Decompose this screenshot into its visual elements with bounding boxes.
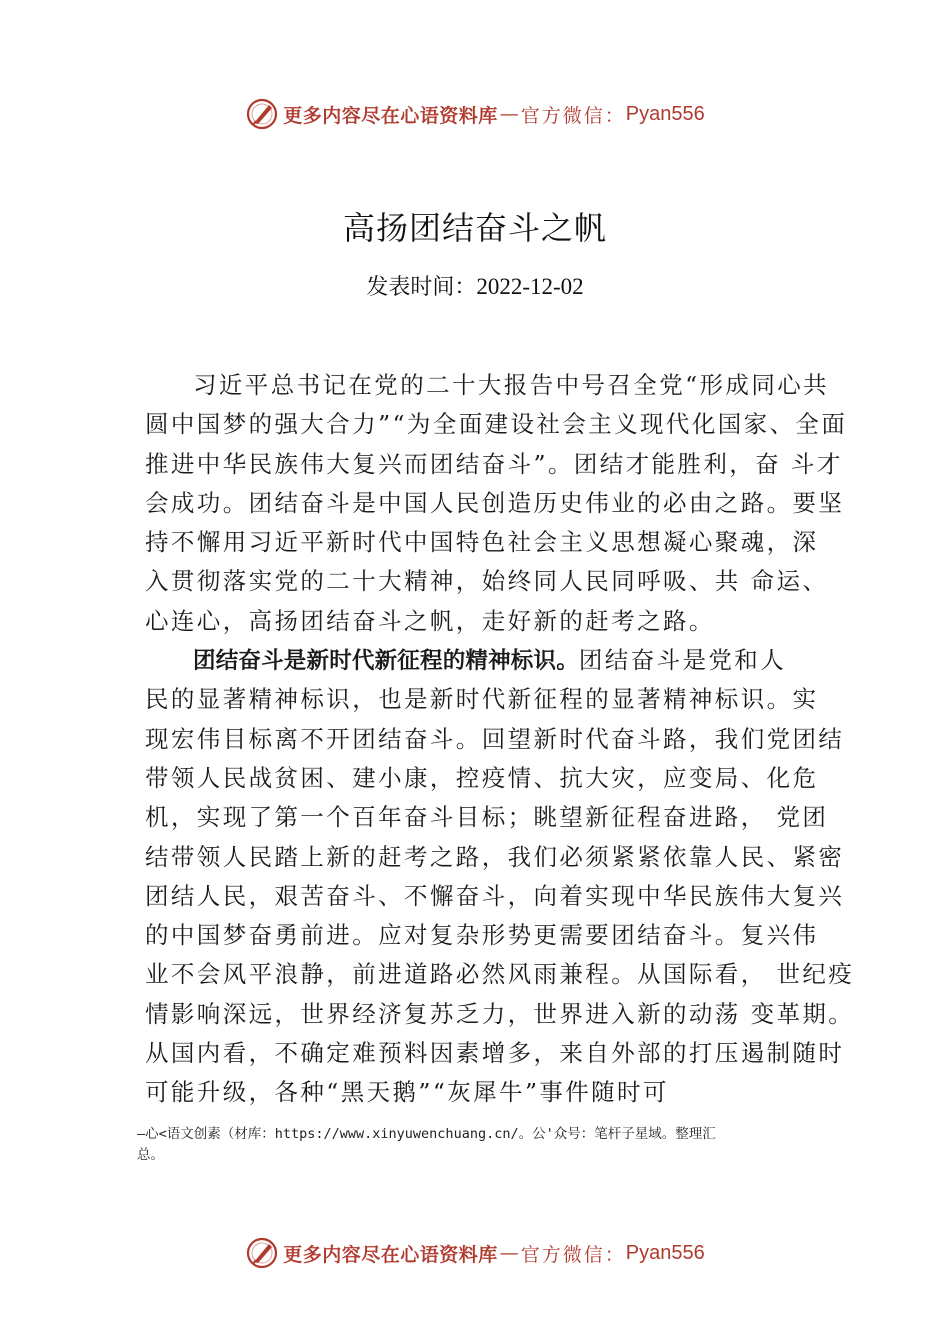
paragraph-1-line: 圆中国梦的强大合力”“为全面建设社会主义现代化国家、全面 [145, 410, 848, 439]
quill-logo-icon [245, 97, 279, 131]
paragraph-1-line: 心连心，高扬团结奋斗之帆，走好新的赶考之路。 [145, 606, 715, 635]
wechat-label: 官方微信： [520, 1243, 626, 1266]
paragraph-1-line: 持不懈用习近平新时代中国特色社会主义思想凝心聚魂，深 [145, 528, 819, 557]
paragraph-2-heading: 团结奋斗是新时代新征程的精神标识。 [193, 648, 579, 675]
paragraph-2-line: 团结人民，艰苦奋斗、不懈奋斗，向着实现中华民族伟大复兴 [145, 881, 845, 910]
paragraph-2-line: 民的显著精神标识，也是新时代新征程的显著精神标识。实 [145, 685, 819, 714]
source-footnote [137, 1124, 837, 1166]
paragraph-2-line: 现宏伟目标离不开团结奋斗。回望新时代奋斗路，我们党团结 [145, 724, 845, 753]
footnote-line: 总。 [137, 1147, 164, 1163]
paragraph-2-line: 的中国梦奋勇前进。应对复杂形势更需要团结奋斗。复兴伟 [145, 921, 819, 950]
paragraph-2-line: 业不会风平浪静，前进道路必然风雨兼程。从国际看， 世纪疫 [145, 960, 855, 989]
date-value: 2022-12-02 [476, 274, 584, 299]
paragraph-2-line: 结带领人民踏上新的赶考之路，我们必须紧紧依靠人民、紧密 [145, 842, 845, 871]
paragraph-2-first-rest: 团结奋斗是党和人 [578, 646, 787, 675]
paragraph-2-line: 带领人民战贫困、建小康，控疫情、抗大灾，应变局、化危 [145, 763, 819, 792]
wechat-id: Pyan556 [625, 1241, 705, 1264]
paragraph-2-line: 情影响深远，世界经济复苏乏力，世界进入新的动荡 变革期。 [145, 999, 855, 1028]
footer-banner [0, 1233, 950, 1273]
paragraph-2-first-line [145, 641, 835, 680]
brand-text: 更多内容尽在心语资料库 [283, 104, 498, 127]
date-label: 发表时间： [366, 275, 477, 300]
paragraph-2-line: 机，实现了第一个百年奋斗目标；眺望新征程奋进路， 党团 [145, 803, 829, 832]
paragraph-2-line: 可能升级，各种“黑天鹅”“灰犀牛”事件随时可 [145, 1078, 669, 1107]
paragraph-1-line: 入贯彻落实党的二十大精神，始终同人民同呼吸、共 命运、 [145, 567, 829, 596]
header-banner [0, 94, 950, 134]
article-title: 高扬团结奋斗之帆 [342, 209, 607, 247]
paragraph-1-line: 习近平总书记在党的二十大报告中号召全党“形成同心共 [193, 371, 830, 399]
article-body [145, 366, 855, 1113]
paragraph-2-line: 从国内看，不确定难预料因素增多，来自外部的打压遏制随时 [145, 1039, 845, 1068]
brand-text: 更多内容尽在心语资料库 [283, 1243, 498, 1266]
banner-dash: — [499, 1242, 519, 1264]
footnote-line: —心<语文创素（材库：https://www.xinyuwenchuang.cn/。公'众号：笔杆子星域。整理汇 [137, 1126, 716, 1142]
banner-dash: — [499, 103, 519, 125]
quill-logo-icon [245, 1236, 279, 1270]
publish-date [0, 270, 950, 301]
paragraph-1-line: 推进中华民族伟大复兴而团结奋斗”。团结才能胜利，奋 斗才 [145, 449, 843, 478]
paragraph-1-line: 会成功。团结奋斗是中国人民创造历史伟业的必由之路。要坚 [145, 488, 845, 517]
wechat-label: 官方微信： [520, 104, 626, 127]
wechat-id: Pyan556 [625, 102, 705, 125]
